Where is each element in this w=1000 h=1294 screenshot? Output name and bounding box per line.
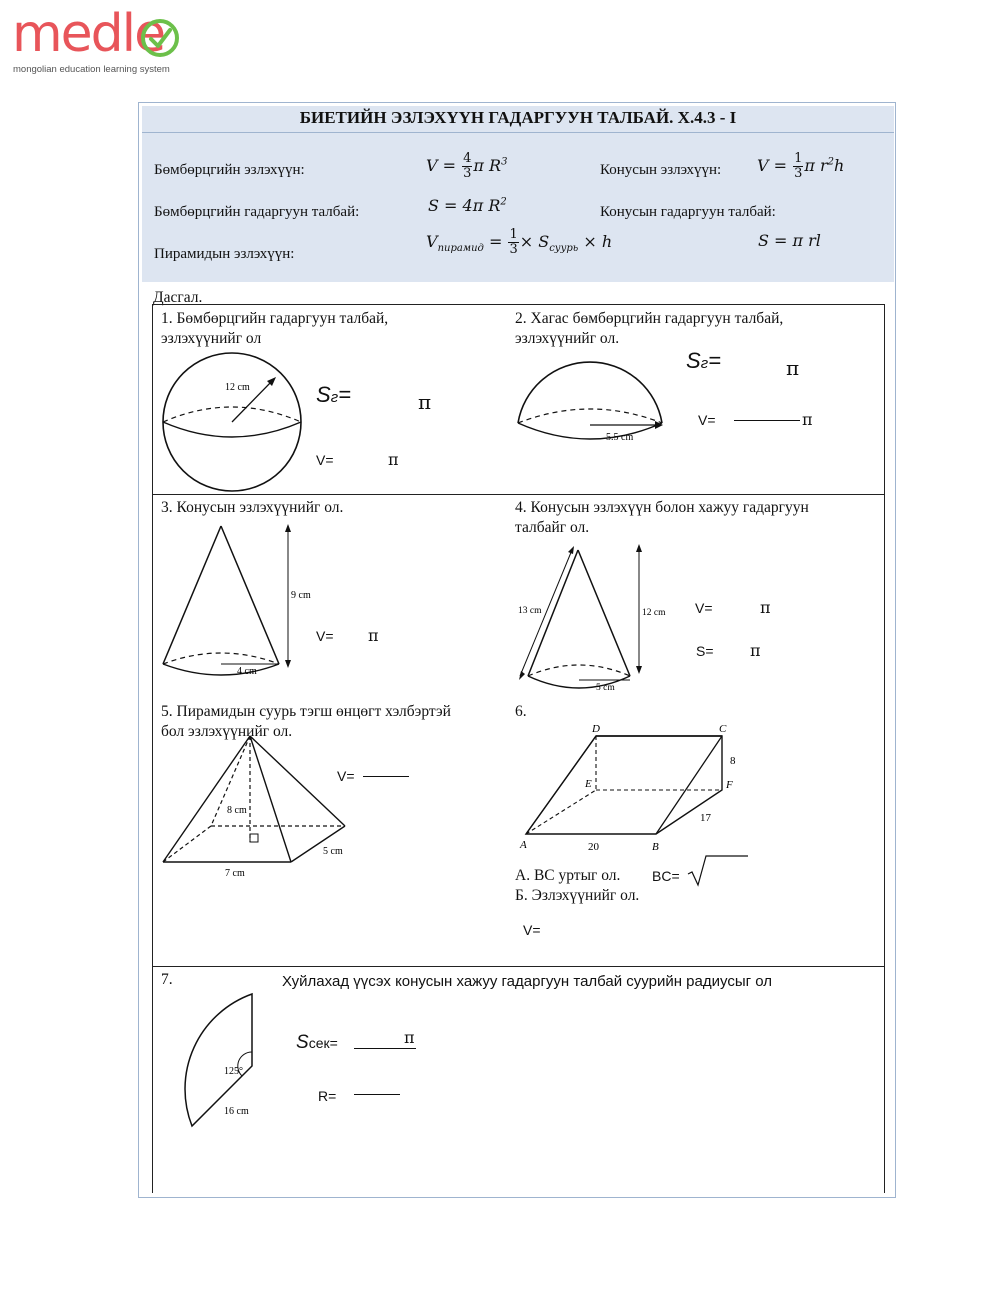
task-1-text: 1. Бөмбөрцгийн гадаргуун талбай, эзлэхүүнийг ол <box>161 310 389 347</box>
sector-area-pi: π <box>404 1028 415 1047</box>
grid-row-3 <box>152 966 885 967</box>
check-icon <box>140 16 184 60</box>
grid-left <box>152 304 153 1193</box>
cone-area-formula: S = π rl <box>758 231 821 250</box>
pyramid-volume-formula: $V_{пирамид}$ = $\frac{1}{3}$ × $S_{суурь} \times h$ <box>426 227 613 257</box>
svg-text:5 cm: 5 cm <box>596 683 615 693</box>
svg-text:C: C <box>719 723 727 735</box>
hemisphere-area-pi: π <box>786 356 800 380</box>
exercises-label: Дасгал. <box>153 289 203 306</box>
svg-text:9 cm: 9 cm <box>291 590 311 601</box>
sector-figure <box>160 986 280 1136</box>
sphere-volume-pi: π <box>388 450 399 469</box>
task-4-text: 4. Конусын эзлэхүүн болон хажуу гадаргуун талбайг ол. <box>515 499 809 536</box>
sphere-area-pi: π <box>418 390 432 414</box>
cone-area-label: Конусын гадаргуун талбай: <box>600 204 776 220</box>
sphere-area-formula: S = 4π $R^2$ <box>428 196 507 215</box>
svg-text:7 cm: 7 cm <box>225 868 245 879</box>
grid-top <box>152 304 885 305</box>
cone3-volume-answer-label: V= <box>316 628 334 644</box>
hemisphere-area-answer-label: Sг= <box>686 348 721 373</box>
cone4-volume-pi: π <box>760 598 771 617</box>
task-6-part-b: Б. Эзлэхүүнийг ол. <box>515 887 640 904</box>
hemisphere-volume-line <box>734 420 800 421</box>
sphere-area-answer-label: Sг= <box>316 382 351 407</box>
sphere-volume-label: Бөмбөрцгийн эзлэхүүн: <box>154 162 305 178</box>
sphere-volume-answer-label: V= <box>316 452 334 468</box>
svg-text:12 cm: 12 cm <box>225 382 250 393</box>
logo-wordmark: medle <box>12 4 165 64</box>
pyramid-figure <box>155 728 355 883</box>
cone-volume-formula: V = $\frac{1}{3}$ π $r^2h$ <box>757 151 845 181</box>
cone-volume-label: Конусын эзлэхүүн: <box>600 162 722 178</box>
radius-answer-label: R= <box>318 1088 337 1104</box>
pyramid-volume-label: Пирамидын эзлэхүүн: <box>154 246 295 262</box>
svg-text:A: A <box>520 839 527 851</box>
hemisphere-figure <box>510 345 670 455</box>
svg-text:12 cm: 12 cm <box>642 608 666 618</box>
sphere-volume-formula: V = $\frac{4}{3}$ π $R^3$ <box>426 151 508 181</box>
task-7-text: Хуйлахад үүсэх конусын хажуу гадаргуун талбай суурийн радиусыг ол <box>282 973 773 990</box>
cone4-volume-answer-label: V= <box>695 600 713 616</box>
logo-subtitle: mongolian education learning system <box>13 64 170 75</box>
svg-text:4 cm: 4 cm <box>237 666 257 677</box>
svg-text:5.5 cm: 5.5 cm <box>606 432 634 443</box>
cone-figure-3 <box>155 520 325 680</box>
sphere-area-label: Бөмбөрцгийн гадаргуун талбай: <box>154 204 360 220</box>
cone3-volume-pi: π <box>368 626 379 645</box>
task-5-text: 5. Пирамидын суурь тэгш өнцөгт хэлбэртэй бол эзлэхүүнийг ол. <box>161 703 451 740</box>
svg-text:8: 8 <box>730 755 736 767</box>
task-3-text: 3. Конусын эзлэхүүнийг ол. <box>161 499 344 516</box>
sector-area-answer-label: Sсек= <box>296 1032 338 1053</box>
grid-right <box>884 304 885 1193</box>
cone-figure-4 <box>512 540 672 700</box>
task-6-number: 6. <box>515 703 527 720</box>
svg-text:E: E <box>585 778 592 790</box>
cone4-area-pi: π <box>750 641 761 660</box>
prism-figure <box>512 720 752 860</box>
svg-text:20: 20 <box>588 841 599 853</box>
svg-text:D: D <box>592 723 600 735</box>
task-2-text: 2. Хагас бөмбөрцгийн гадаргуун талбай, эзлэхүүнийг ол. <box>515 310 784 347</box>
page-title: БИЕТИЙН ЭЗЛЭХҮҮН ГАДАРГУУН ТАЛБАЙ. Х.4.3 - I <box>299 108 737 127</box>
bc-answer-label: BC= <box>652 868 680 884</box>
svg-text:13 cm: 13 cm <box>518 606 542 616</box>
task-6-part-a: А. BC уртыг ол. <box>515 867 621 884</box>
svg-text:F: F <box>726 779 733 791</box>
sqrt-icon <box>686 852 750 888</box>
svg-text:125°: 125° <box>224 1066 243 1077</box>
svg-text:16 cm: 16 cm <box>224 1106 249 1117</box>
svg-text:B: B <box>652 841 659 853</box>
radius-answer-line <box>354 1094 400 1095</box>
svg-text:17: 17 <box>700 812 711 824</box>
sphere-figure <box>155 350 315 495</box>
svg-text:5 cm: 5 cm <box>323 846 343 857</box>
pyramid-volume-line <box>363 776 409 777</box>
task-7-number: 7. <box>161 971 173 988</box>
title-divider <box>142 132 894 133</box>
hemisphere-volume-pi: π <box>802 410 813 429</box>
hemisphere-volume-answer-label: V= <box>698 412 716 428</box>
svg-text:8 cm: 8 cm <box>227 805 247 816</box>
sector-area-line <box>354 1048 416 1049</box>
pyramid-volume-answer-label: V= <box>337 768 355 784</box>
cone4-area-answer-label: S= <box>696 643 714 659</box>
prism-volume-answer-label: V= <box>523 922 541 938</box>
